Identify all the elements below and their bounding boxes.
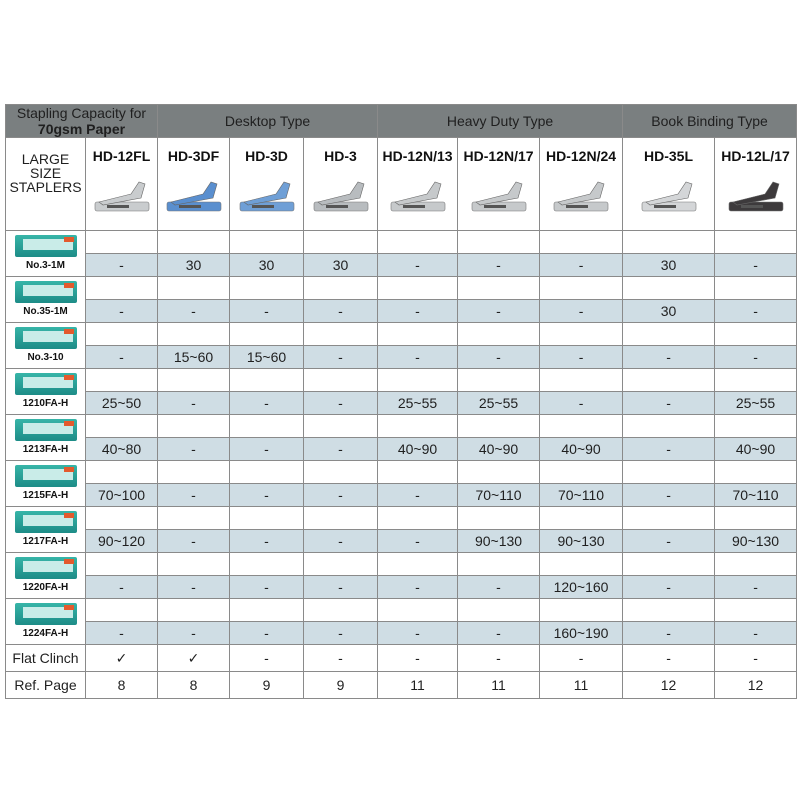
model-cell bbox=[715, 138, 797, 231]
capacity-value: - bbox=[158, 484, 230, 507]
staple-name: 1217FA-H bbox=[22, 536, 69, 547]
capacity-value: 70~100 bbox=[86, 484, 158, 507]
staple-capacity-row bbox=[6, 576, 797, 599]
capacity-value: - bbox=[304, 392, 378, 415]
capacity-value: 40~80 bbox=[86, 438, 158, 461]
blank-cell bbox=[230, 277, 304, 300]
stapler-image bbox=[725, 172, 787, 216]
capacity-value: - bbox=[158, 392, 230, 415]
capacity-value: - bbox=[304, 484, 378, 507]
model-cell bbox=[378, 138, 458, 231]
model-name: HD-3 bbox=[324, 148, 357, 164]
capacity-value: 40~90 bbox=[378, 438, 458, 461]
capacity-value: 25~50 bbox=[86, 392, 158, 415]
capacity-value: 40~90 bbox=[715, 438, 797, 461]
capacity-value: 70~110 bbox=[540, 484, 623, 507]
large-size-staplers-label bbox=[6, 138, 86, 231]
model-name: HD-12L/17 bbox=[721, 148, 790, 164]
blank-cell bbox=[540, 415, 623, 438]
blank-cell bbox=[86, 553, 158, 576]
blank-cell bbox=[158, 599, 230, 622]
staple-cell bbox=[6, 231, 86, 277]
flat-clinch-value: - bbox=[378, 645, 458, 672]
group-heavy-duty-type: Heavy Duty Type bbox=[378, 105, 623, 138]
flat-clinch-value: - bbox=[304, 645, 378, 672]
blank-cell bbox=[230, 231, 304, 254]
staple-cell bbox=[6, 277, 86, 323]
blank-cell bbox=[540, 599, 623, 622]
blank-cell bbox=[230, 369, 304, 392]
flat-clinch-row-label: Flat Clinch bbox=[6, 645, 86, 672]
ref-page-value: 11 bbox=[378, 672, 458, 699]
ref-page-value: 11 bbox=[540, 672, 623, 699]
staple-box-logo bbox=[64, 283, 74, 288]
blank-cell bbox=[715, 369, 797, 392]
capacity-value: 15~60 bbox=[230, 346, 304, 369]
staple-cell bbox=[6, 599, 86, 645]
blank-cell bbox=[715, 553, 797, 576]
blank-cell bbox=[623, 507, 715, 530]
model-cell bbox=[158, 138, 230, 231]
stapler-image bbox=[236, 172, 298, 216]
model-name: HD-35L bbox=[644, 148, 694, 164]
stapler-image bbox=[163, 172, 225, 216]
staple-capacity-row bbox=[6, 530, 797, 553]
blank-cell bbox=[540, 507, 623, 530]
capacity-value: 90~130 bbox=[540, 530, 623, 553]
staple-box-logo bbox=[64, 421, 74, 426]
capacity-value: 30 bbox=[304, 254, 378, 277]
blank-cell bbox=[715, 599, 797, 622]
blank-cell bbox=[230, 599, 304, 622]
capacity-value: 15~60 bbox=[158, 346, 230, 369]
blank-cell bbox=[540, 369, 623, 392]
staple-name: No.3-1M bbox=[26, 260, 65, 271]
blank-cell bbox=[458, 553, 540, 576]
capacity-value: - bbox=[458, 300, 540, 323]
capacity-value: 160~190 bbox=[540, 622, 623, 645]
capacity-value: - bbox=[458, 576, 540, 599]
large-size-staplers-word: STAPLERS bbox=[9, 179, 82, 195]
model-header-row bbox=[6, 138, 797, 231]
blank-cell bbox=[458, 507, 540, 530]
flat-clinch-value: - bbox=[715, 645, 797, 672]
staple-box-image bbox=[15, 419, 77, 441]
capacity-value: - bbox=[158, 576, 230, 599]
blank-cell bbox=[158, 461, 230, 484]
capacity-value: - bbox=[378, 484, 458, 507]
staple-name: No.3-10 bbox=[27, 352, 64, 363]
stapler-image bbox=[310, 172, 372, 216]
blank-cell bbox=[378, 231, 458, 254]
blank-cell bbox=[304, 461, 378, 484]
group-desktop-type: Desktop Type bbox=[158, 105, 378, 138]
blank-cell bbox=[715, 461, 797, 484]
blank-cell bbox=[86, 599, 158, 622]
staple-box-logo bbox=[64, 375, 74, 380]
capacity-value: - bbox=[623, 576, 715, 599]
capacity-value: - bbox=[458, 346, 540, 369]
capacity-value: 70~110 bbox=[458, 484, 540, 507]
capacity-value: 25~55 bbox=[715, 392, 797, 415]
blank-cell bbox=[378, 323, 458, 346]
capacity-value: 30 bbox=[158, 254, 230, 277]
blank-cell bbox=[540, 461, 623, 484]
capacity-value: - bbox=[304, 438, 378, 461]
staple-capacity-row bbox=[6, 622, 797, 645]
capacity-caption: Stapling Capacity for 70gsm Paper bbox=[6, 105, 158, 138]
blank-cell bbox=[623, 369, 715, 392]
capacity-value: - bbox=[86, 254, 158, 277]
model-cell bbox=[86, 138, 158, 231]
blank-cell bbox=[623, 277, 715, 300]
staple-capacity-row bbox=[6, 392, 797, 415]
ref-page-value: 9 bbox=[304, 672, 378, 699]
staple-box-logo bbox=[64, 467, 74, 472]
staple-box-logo bbox=[64, 237, 74, 242]
blank-cell bbox=[540, 277, 623, 300]
capacity-value: - bbox=[378, 576, 458, 599]
flat-clinch-value: ✓ bbox=[158, 645, 230, 672]
capacity-value: - bbox=[86, 576, 158, 599]
staple-box-image bbox=[15, 281, 77, 303]
capacity-value: - bbox=[623, 530, 715, 553]
stapler-image bbox=[387, 172, 449, 216]
blank-cell bbox=[458, 277, 540, 300]
capacity-value: - bbox=[715, 346, 797, 369]
blank-cell bbox=[230, 461, 304, 484]
blank-cell bbox=[158, 415, 230, 438]
blank-cell bbox=[230, 415, 304, 438]
capacity-value: - bbox=[623, 392, 715, 415]
capacity-value: - bbox=[86, 346, 158, 369]
staple-cell bbox=[6, 553, 86, 599]
model-name: HD-12N/13 bbox=[382, 148, 453, 164]
capacity-value: - bbox=[304, 300, 378, 323]
staple-row-top bbox=[6, 507, 797, 530]
staple-box-image bbox=[15, 235, 77, 257]
capacity-value: - bbox=[540, 346, 623, 369]
blank-cell bbox=[86, 277, 158, 300]
staple-box-image bbox=[15, 557, 77, 579]
staple-box-image bbox=[15, 465, 77, 487]
blank-cell bbox=[623, 415, 715, 438]
staple-name: 1220FA-H bbox=[22, 582, 69, 593]
model-name: HD-12FL bbox=[92, 148, 151, 164]
ref-page-value: 9 bbox=[230, 672, 304, 699]
blank-cell bbox=[458, 599, 540, 622]
blank-cell bbox=[86, 231, 158, 254]
staple-row-top bbox=[6, 369, 797, 392]
blank-cell bbox=[540, 231, 623, 254]
capacity-value: - bbox=[458, 254, 540, 277]
staple-capacity-row bbox=[6, 346, 797, 369]
blank-cell bbox=[458, 415, 540, 438]
blank-cell bbox=[378, 369, 458, 392]
staple-row-top bbox=[6, 553, 797, 576]
capacity-value: - bbox=[304, 576, 378, 599]
blank-cell bbox=[304, 277, 378, 300]
blank-cell bbox=[304, 415, 378, 438]
model-cell bbox=[540, 138, 623, 231]
blank-cell bbox=[86, 507, 158, 530]
capacity-value: 30 bbox=[623, 300, 715, 323]
blank-cell bbox=[230, 323, 304, 346]
capacity-value: - bbox=[230, 484, 304, 507]
capacity-value: - bbox=[158, 438, 230, 461]
blank-cell bbox=[304, 507, 378, 530]
staple-cell bbox=[6, 461, 86, 507]
capacity-value: - bbox=[378, 346, 458, 369]
capacity-value: 30 bbox=[230, 254, 304, 277]
capacity-value: - bbox=[230, 576, 304, 599]
capacity-value: - bbox=[158, 300, 230, 323]
staple-name: No.35-1M bbox=[23, 306, 68, 317]
blank-cell bbox=[378, 599, 458, 622]
staple-capacity-row bbox=[6, 254, 797, 277]
capacity-value: - bbox=[715, 576, 797, 599]
group-book-binding-type: Book Binding Type bbox=[623, 105, 797, 138]
large-size-staplers-word: SIZE bbox=[29, 165, 62, 181]
model-name: HD-12N/17 bbox=[463, 148, 534, 164]
capacity-value: - bbox=[715, 622, 797, 645]
staple-row-top bbox=[6, 277, 797, 300]
capacity-value: - bbox=[458, 622, 540, 645]
blank-cell bbox=[715, 277, 797, 300]
capacity-value: - bbox=[378, 254, 458, 277]
large-size-staplers-text bbox=[6, 138, 85, 194]
blank-cell bbox=[378, 277, 458, 300]
capacity-value: - bbox=[304, 530, 378, 553]
staple-row-top bbox=[6, 461, 797, 484]
staple-cell bbox=[6, 369, 86, 415]
blank-cell bbox=[158, 277, 230, 300]
stapling-capacity-table bbox=[5, 104, 797, 699]
capacity-value: - bbox=[540, 254, 623, 277]
staple-row-top bbox=[6, 415, 797, 438]
staple-name: 1215FA-H bbox=[22, 490, 69, 501]
flat-clinch-row bbox=[6, 645, 797, 672]
capacity-value: - bbox=[304, 622, 378, 645]
capacity-value: 25~55 bbox=[458, 392, 540, 415]
blank-cell bbox=[623, 461, 715, 484]
capacity-value: - bbox=[378, 300, 458, 323]
blank-cell bbox=[623, 553, 715, 576]
model-name: HD-3D bbox=[245, 148, 288, 164]
staple-cell bbox=[6, 415, 86, 461]
blank-cell bbox=[304, 323, 378, 346]
stapler-image bbox=[91, 172, 153, 216]
model-name: HD-12N/24 bbox=[546, 148, 617, 164]
staple-box-logo bbox=[64, 329, 74, 334]
blank-cell bbox=[304, 369, 378, 392]
blank-cell bbox=[158, 323, 230, 346]
blank-cell bbox=[230, 507, 304, 530]
capacity-value: - bbox=[623, 438, 715, 461]
capacity-value: 40~90 bbox=[458, 438, 540, 461]
capacity-value: 30 bbox=[623, 254, 715, 277]
blank-cell bbox=[623, 599, 715, 622]
ref-page-value: 11 bbox=[458, 672, 540, 699]
blank-cell bbox=[623, 231, 715, 254]
capacity-value: - bbox=[230, 530, 304, 553]
capacity-value: 120~160 bbox=[540, 576, 623, 599]
staple-capacity-row bbox=[6, 438, 797, 461]
blank-cell bbox=[304, 599, 378, 622]
blank-cell bbox=[378, 507, 458, 530]
blank-cell bbox=[540, 323, 623, 346]
blank-cell bbox=[86, 369, 158, 392]
blank-cell bbox=[458, 461, 540, 484]
blank-cell bbox=[458, 231, 540, 254]
staple-row-top bbox=[6, 599, 797, 622]
blank-cell bbox=[304, 553, 378, 576]
staple-name: 1213FA-H bbox=[22, 444, 69, 455]
capacity-value: - bbox=[304, 346, 378, 369]
model-cell bbox=[458, 138, 540, 231]
capacity-value: 70~110 bbox=[715, 484, 797, 507]
flat-clinch-value: - bbox=[540, 645, 623, 672]
ref-page-value: 8 bbox=[158, 672, 230, 699]
ref-page-row bbox=[6, 672, 797, 699]
flat-clinch-value: - bbox=[230, 645, 304, 672]
capacity-value: - bbox=[158, 622, 230, 645]
staple-box-image bbox=[15, 603, 77, 625]
capacity-value: - bbox=[230, 622, 304, 645]
blank-cell bbox=[86, 461, 158, 484]
blank-cell bbox=[158, 507, 230, 530]
staple-box-logo bbox=[64, 559, 74, 564]
capacity-value: - bbox=[715, 254, 797, 277]
blank-cell bbox=[86, 415, 158, 438]
model-cell bbox=[623, 138, 715, 231]
capacity-value: - bbox=[715, 300, 797, 323]
capacity-value: 90~120 bbox=[86, 530, 158, 553]
model-cell bbox=[304, 138, 378, 231]
capacity-value: - bbox=[230, 392, 304, 415]
blank-cell bbox=[458, 323, 540, 346]
staple-box-image bbox=[15, 373, 77, 395]
staple-box-logo bbox=[64, 605, 74, 610]
blank-cell bbox=[715, 323, 797, 346]
ref-page-value: 8 bbox=[86, 672, 158, 699]
capacity-value: - bbox=[86, 300, 158, 323]
blank-cell bbox=[715, 231, 797, 254]
model-cell bbox=[230, 138, 304, 231]
staple-name: 1224FA-H bbox=[22, 628, 69, 639]
capacity-value: - bbox=[86, 622, 158, 645]
stapler-image bbox=[638, 172, 700, 216]
capacity-value: - bbox=[230, 438, 304, 461]
blank-cell bbox=[304, 231, 378, 254]
staple-box-image bbox=[15, 327, 77, 349]
staple-cell bbox=[6, 323, 86, 369]
large-size-staplers-word: LARGE bbox=[21, 151, 70, 167]
capacity-value: - bbox=[540, 392, 623, 415]
blank-cell bbox=[378, 415, 458, 438]
blank-cell bbox=[458, 369, 540, 392]
staple-box-logo bbox=[64, 513, 74, 518]
flat-clinch-value: - bbox=[458, 645, 540, 672]
staple-cell bbox=[6, 507, 86, 553]
blank-cell bbox=[158, 553, 230, 576]
capacity-value: - bbox=[378, 530, 458, 553]
blank-cell bbox=[378, 461, 458, 484]
capacity-value: 90~130 bbox=[458, 530, 540, 553]
staple-capacity-row bbox=[6, 484, 797, 507]
blank-cell bbox=[715, 415, 797, 438]
blank-cell bbox=[230, 553, 304, 576]
staple-row-top bbox=[6, 231, 797, 254]
capacity-value: - bbox=[378, 622, 458, 645]
blank-cell bbox=[158, 231, 230, 254]
capacity-value: - bbox=[158, 530, 230, 553]
staple-name: 1210FA-H bbox=[22, 398, 69, 409]
ref-page-value: 12 bbox=[715, 672, 797, 699]
capacity-value: 40~90 bbox=[540, 438, 623, 461]
blank-cell bbox=[86, 323, 158, 346]
flat-clinch-value: ✓ bbox=[86, 645, 158, 672]
capacity-value: - bbox=[623, 484, 715, 507]
blank-cell bbox=[158, 369, 230, 392]
capacity-value: - bbox=[540, 300, 623, 323]
model-name: HD-3DF bbox=[167, 148, 220, 164]
ref-page-row-label: Ref. Page bbox=[6, 672, 86, 699]
blank-cell bbox=[540, 553, 623, 576]
group-header-row bbox=[6, 105, 797, 138]
ref-page-value: 12 bbox=[623, 672, 715, 699]
capacity-value: 25~55 bbox=[378, 392, 458, 415]
staple-box-image bbox=[15, 511, 77, 533]
capacity-value: - bbox=[623, 622, 715, 645]
blank-cell bbox=[715, 507, 797, 530]
blank-cell bbox=[378, 553, 458, 576]
capacity-value: - bbox=[623, 346, 715, 369]
stapler-image bbox=[550, 172, 612, 216]
staple-row-top bbox=[6, 323, 797, 346]
staple-capacity-row bbox=[6, 300, 797, 323]
capacity-value: 90~130 bbox=[715, 530, 797, 553]
stapler-image bbox=[468, 172, 530, 216]
flat-clinch-value: - bbox=[623, 645, 715, 672]
capacity-value: - bbox=[230, 300, 304, 323]
blank-cell bbox=[623, 323, 715, 346]
